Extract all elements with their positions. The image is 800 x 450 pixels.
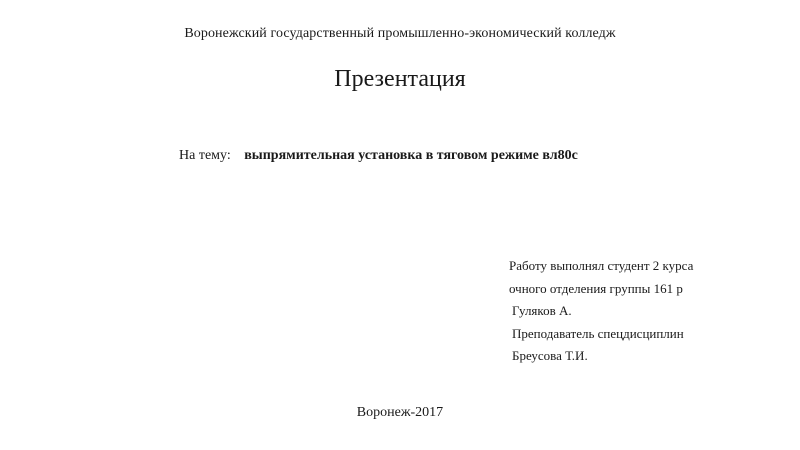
author-line-group: очного отделения группы 161 р (509, 280, 683, 296)
author-line-student: Работу выполнял студент 2 курса (509, 258, 694, 273)
college-name: Воронежский государственный промышленно-экономический колледж (184, 26, 616, 41)
author-line-teacher-role: Преподаватель спецдисциплин (512, 325, 684, 341)
city-year: Воронеж-2017 (356, 405, 444, 420)
presentation-title: Презентация (334, 66, 466, 92)
author-line-teacher-name: Бреусова Т.И. (512, 348, 588, 363)
author-block (509, 255, 693, 368)
topic-label: На тему: (179, 148, 231, 163)
topic-text: выпрямительная установка в тяговом режиме вл80с (244, 148, 578, 163)
topic-line (179, 148, 578, 164)
author-line-name: Гуляков А. (512, 303, 572, 318)
